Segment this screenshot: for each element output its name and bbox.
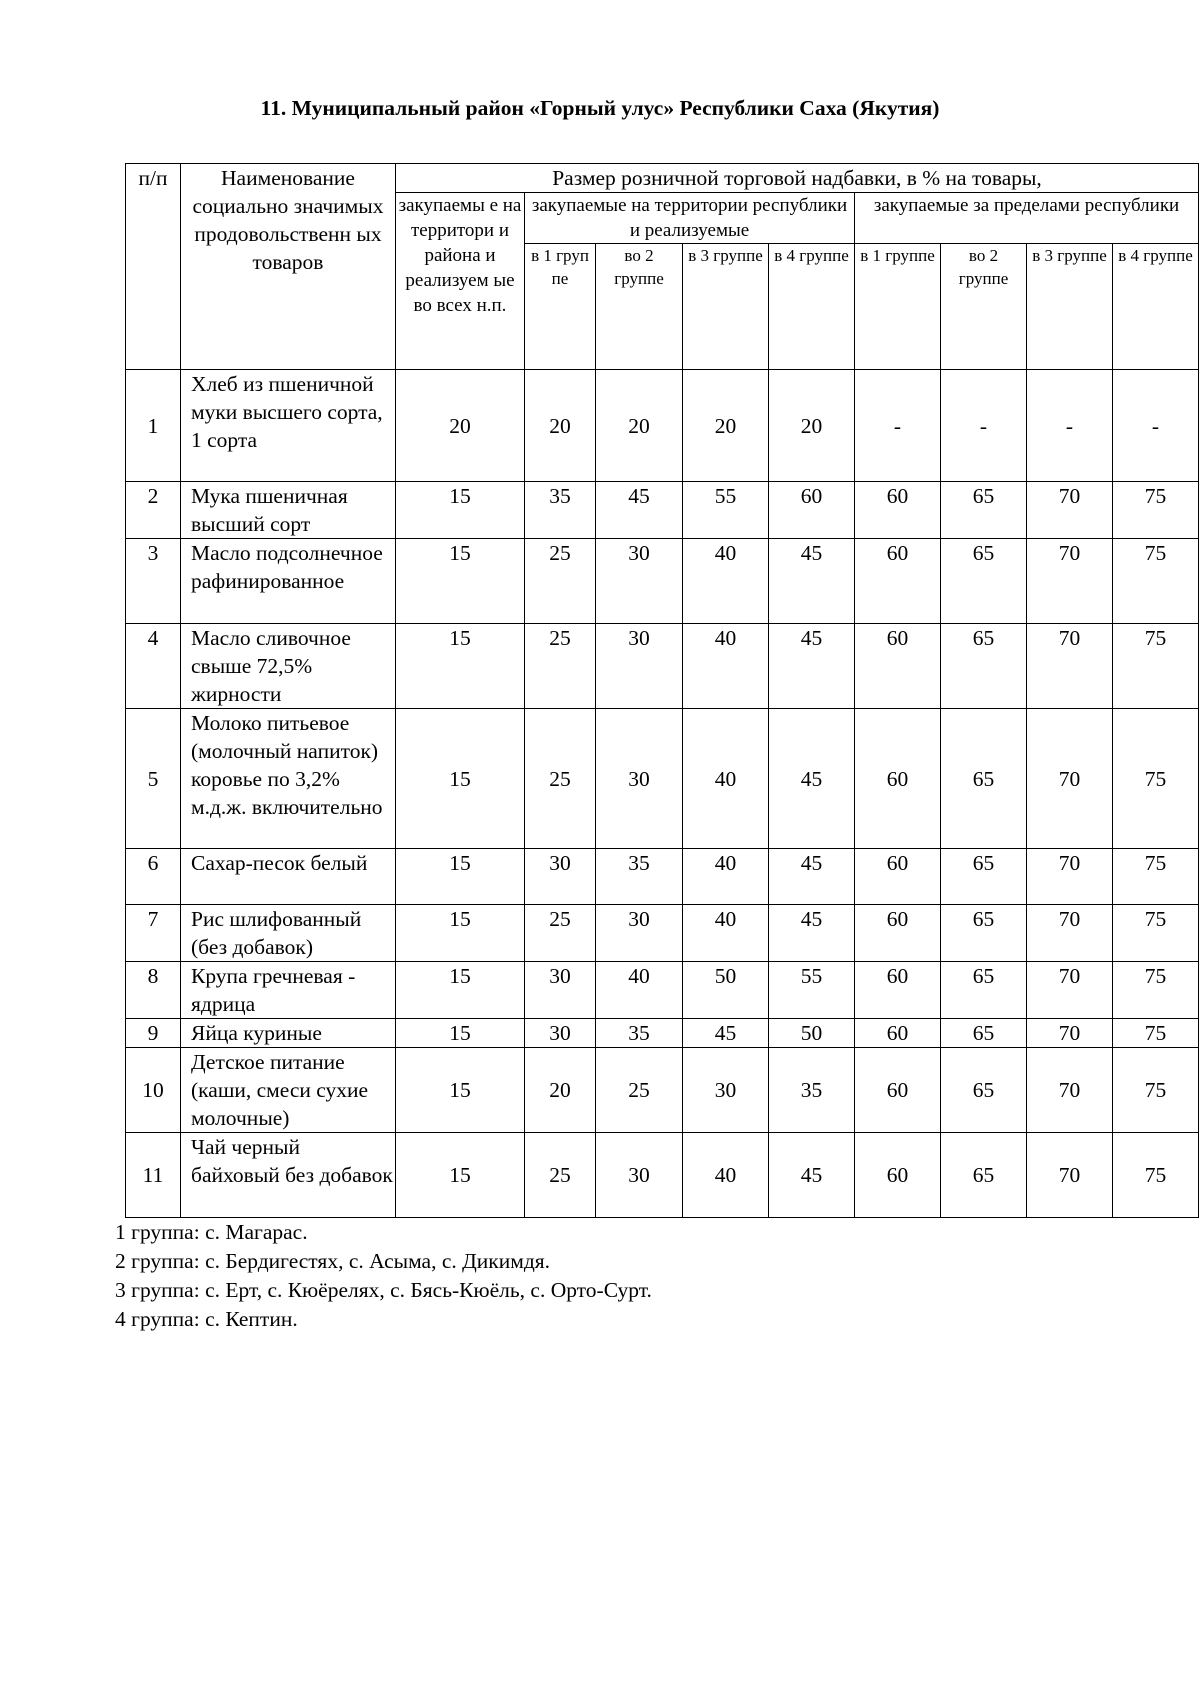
- row-number: 5: [126, 709, 181, 849]
- markup-value: 45: [769, 1133, 855, 1218]
- markup-value: 65: [941, 905, 1027, 962]
- row-number: 10: [126, 1048, 181, 1133]
- row-number: 7: [126, 905, 181, 962]
- markup-value: -: [941, 370, 1027, 482]
- row-number: 2: [126, 482, 181, 539]
- table-row: [126, 962, 1199, 1019]
- markup-value: 20: [396, 370, 525, 482]
- header-group2-outside: во 2 группе: [941, 244, 1027, 370]
- markup-value: 75: [1113, 905, 1199, 962]
- table-row: [126, 1133, 1199, 1218]
- header-group3-republic: в 3 группе: [683, 244, 769, 370]
- markup-value: 20: [769, 370, 855, 482]
- markup-value: 15: [396, 1019, 525, 1048]
- markup-value: 50: [683, 962, 769, 1019]
- markup-value: 60: [855, 539, 941, 624]
- markup-value: 75: [1113, 539, 1199, 624]
- markup-value: 75: [1113, 962, 1199, 1019]
- markup-value: 45: [683, 1019, 769, 1048]
- markup-value: 60: [855, 849, 941, 905]
- markup-value: 40: [683, 539, 769, 624]
- markup-value: 75: [1113, 624, 1199, 709]
- markup-value: 35: [596, 1019, 683, 1048]
- header-group2-republic: во 2 группе: [596, 244, 683, 370]
- markup-value: 65: [941, 539, 1027, 624]
- product-name: Чай черный байховый без добавок: [181, 1133, 396, 1218]
- markup-value: 25: [525, 905, 596, 962]
- table-row: [126, 1048, 1199, 1133]
- header-name: Наименование социально значимых продовольственн ых товаров: [181, 164, 396, 370]
- header-outside: закупаемые за пределами республики: [855, 193, 1199, 244]
- table-row: [126, 624, 1199, 709]
- markup-value: 40: [683, 624, 769, 709]
- row-number: 8: [126, 962, 181, 1019]
- table-row: [126, 370, 1199, 482]
- row-number: 9: [126, 1019, 181, 1048]
- markup-value: 40: [683, 1133, 769, 1218]
- markup-value: 70: [1027, 1048, 1113, 1133]
- markup-value: 65: [941, 1133, 1027, 1218]
- note-group-3: 3 группа: с. Ерт, с. Кюёрелях, с. Бясь-Кюёль, с. Орто-Сурт.: [115, 1278, 652, 1302]
- markup-value: 65: [941, 624, 1027, 709]
- markup-value: 15: [396, 849, 525, 905]
- markup-value: 20: [525, 370, 596, 482]
- header-local: закупаемы е на территори и района и реализуем ые во всех н.п.: [396, 193, 525, 370]
- markup-value: 25: [525, 539, 596, 624]
- markup-value: 45: [769, 849, 855, 905]
- row-number: 4: [126, 624, 181, 709]
- page-title: 11. Муниципальный район «Горный улус» Республики Саха (Якутия): [260, 96, 940, 120]
- markup-value: 40: [683, 849, 769, 905]
- markup-value: -: [1027, 370, 1113, 482]
- row-number: 6: [126, 849, 181, 905]
- markup-value: 75: [1113, 1048, 1199, 1133]
- markup-value: 30: [596, 539, 683, 624]
- markup-value: 25: [596, 1048, 683, 1133]
- markup-value: 30: [683, 1048, 769, 1133]
- markup-value: 70: [1027, 482, 1113, 539]
- markup-value: 40: [596, 962, 683, 1019]
- product-name: Детское питание (каши, смеси сухие молочные): [181, 1048, 396, 1133]
- markup-value: 70: [1027, 905, 1113, 962]
- markup-value: 60: [855, 962, 941, 1019]
- product-name: Яйца куриные: [181, 1019, 396, 1048]
- table-row: [126, 482, 1199, 539]
- markup-value: 70: [1027, 709, 1113, 849]
- markup-value: 60: [855, 1019, 941, 1048]
- note-group-2: 2 группа: с. Бердигестях, с. Асыма, с. Дикимдя.: [115, 1249, 551, 1273]
- markup-value: 45: [769, 709, 855, 849]
- markup-value: 35: [525, 482, 596, 539]
- markup-value: 30: [525, 962, 596, 1019]
- product-name: Молоко питьевое (молочный напиток) коровье по 3,2% м.д.ж. включительно: [181, 709, 396, 849]
- markup-value: 30: [596, 1133, 683, 1218]
- markup-value: 65: [941, 1048, 1027, 1133]
- markup-value: 75: [1113, 1133, 1199, 1218]
- markup-value: 15: [396, 962, 525, 1019]
- markup-value: 15: [396, 539, 525, 624]
- markup-value: 70: [1027, 539, 1113, 624]
- note-group-1: 1 группа: с. Магарас.: [115, 1220, 308, 1244]
- markup-value: 30: [525, 849, 596, 905]
- header-num: п/п: [126, 164, 181, 370]
- markup-value: -: [1113, 370, 1199, 482]
- markup-value: 75: [1113, 1019, 1199, 1048]
- header-group4-republic: в 4 группе: [769, 244, 855, 370]
- markup-value: -: [855, 370, 941, 482]
- table-row: [126, 849, 1199, 905]
- markup-value: 40: [683, 709, 769, 849]
- markup-value: 70: [1027, 849, 1113, 905]
- markup-value: 40: [683, 905, 769, 962]
- markup-value: 55: [769, 962, 855, 1019]
- markup-value: 65: [941, 1019, 1027, 1048]
- product-name: Крупа гречневая - ядрица: [181, 962, 396, 1019]
- markup-value: 50: [769, 1019, 855, 1048]
- header-republic: закупаемые на территории республики и реализуемые: [525, 193, 855, 244]
- table-row: [126, 1019, 1199, 1048]
- markup-value: 65: [941, 709, 1027, 849]
- markup-value: 45: [769, 905, 855, 962]
- row-number: 3: [126, 539, 181, 624]
- header-group1-republic: в 1 груп пе: [525, 244, 596, 370]
- markup-value: 35: [596, 849, 683, 905]
- markup-value: 25: [525, 624, 596, 709]
- product-name: Хлеб из пшеничной муки высшего сорта, 1 сорта: [181, 370, 396, 482]
- markup-value: 15: [396, 624, 525, 709]
- markup-value: 75: [1113, 709, 1199, 849]
- markup-value: 45: [769, 624, 855, 709]
- markup-value: 60: [855, 482, 941, 539]
- header-row-1: [126, 164, 1199, 193]
- header-group3-outside: в 3 группе: [1027, 244, 1113, 370]
- header-group4-outside: в 4 группе: [1113, 244, 1199, 370]
- markup-value: 15: [396, 905, 525, 962]
- product-name: Мука пшеничная высший сорт: [181, 482, 396, 539]
- markup-value: 20: [683, 370, 769, 482]
- markup-value: 60: [855, 905, 941, 962]
- markup-value: 20: [596, 370, 683, 482]
- markup-value: 20: [525, 1048, 596, 1133]
- product-name: Сахар-песок белый: [181, 849, 396, 905]
- product-name: Рис шлифованный (без добавок): [181, 905, 396, 962]
- markup-value: 30: [525, 1019, 596, 1048]
- markup-value: 65: [941, 849, 1027, 905]
- markup-value: 45: [596, 482, 683, 539]
- markup-value: 70: [1027, 624, 1113, 709]
- markup-value: 60: [855, 624, 941, 709]
- markup-value: 75: [1113, 482, 1199, 539]
- row-number: 1: [126, 370, 181, 482]
- markup-value: 30: [596, 905, 683, 962]
- markup-value: 30: [596, 709, 683, 849]
- markup-value: 60: [855, 1048, 941, 1133]
- row-number: 11: [126, 1133, 181, 1218]
- markup-value: 15: [396, 482, 525, 539]
- markup-value: 60: [855, 709, 941, 849]
- markup-value: 15: [396, 1048, 525, 1133]
- markup-value: 55: [683, 482, 769, 539]
- markup-value: 30: [596, 624, 683, 709]
- markup-value: 65: [941, 962, 1027, 1019]
- markup-value: 15: [396, 1133, 525, 1218]
- markup-value: 15: [396, 709, 525, 849]
- markup-value: 70: [1027, 1133, 1113, 1218]
- product-name: Масло сливочное свыше 72,5% жирности: [181, 624, 396, 709]
- header-size: Размер розничной торговой надбавки, в % на товары,: [396, 164, 1199, 193]
- table-row: [126, 905, 1199, 962]
- markup-value: 70: [1027, 962, 1113, 1019]
- markup-value: 70: [1027, 1019, 1113, 1048]
- markup-value: 25: [525, 1133, 596, 1218]
- markup-value: 75: [1113, 849, 1199, 905]
- markup-value: 25: [525, 709, 596, 849]
- note-group-4: 4 группа: с. Кептин.: [115, 1307, 298, 1331]
- markup-value: 60: [855, 1133, 941, 1218]
- markup-value: 60: [769, 482, 855, 539]
- table-row: [126, 539, 1199, 624]
- markup-table: [125, 163, 1199, 1218]
- markup-value: 45: [769, 539, 855, 624]
- product-name: Масло подсолнечное рафинированное: [181, 539, 396, 624]
- group-notes: [115, 1218, 652, 1334]
- markup-value: 35: [769, 1048, 855, 1133]
- header-group1-outside: в 1 группе: [855, 244, 941, 370]
- markup-value: 65: [941, 482, 1027, 539]
- table-row: [126, 709, 1199, 849]
